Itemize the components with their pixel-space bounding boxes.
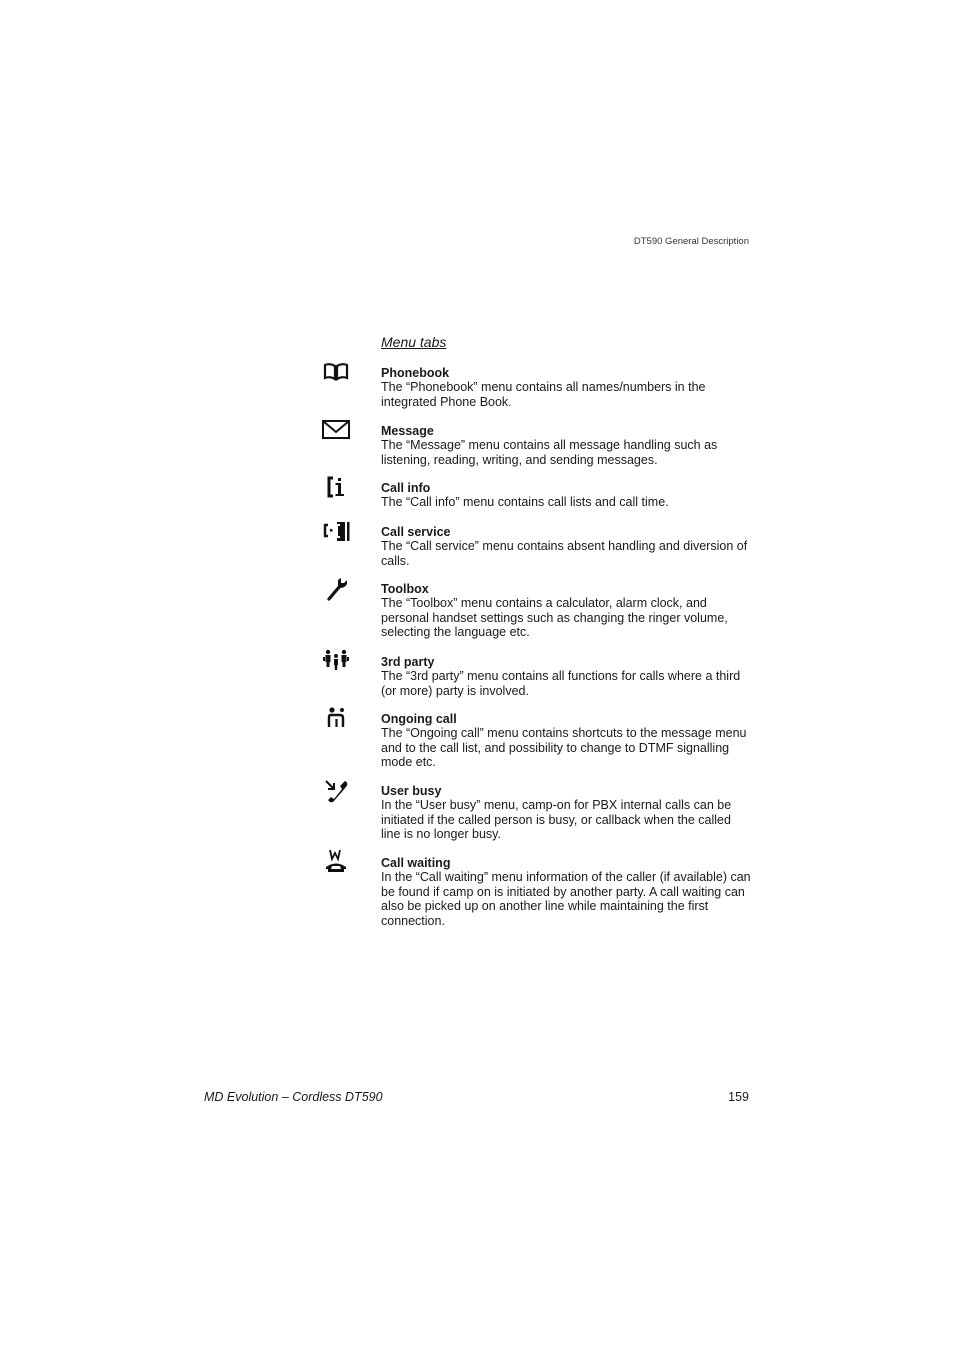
entry-description: The “Toolbox” menu contains a calculator, alarm clock, and personal handset settings such as changing the ringer volume, selecting the language etc. — [381, 596, 728, 640]
entry-description: The “Phonebook” menu contains all names/numbers in the integrated Phone Book. — [381, 380, 706, 409]
entry-name: Call service — [381, 525, 451, 539]
call-info-icon — [320, 473, 352, 503]
entry-description: The “Call info” menu contains call lists and call time. — [381, 495, 669, 509]
entry-name: Call waiting — [381, 856, 451, 870]
phonebook-icon — [320, 358, 352, 388]
entry-name: Message — [381, 424, 434, 438]
entry-name: User busy — [381, 784, 442, 798]
running-header: DT590 General Description — [633, 236, 749, 247]
call-waiting-icon — [320, 848, 352, 878]
entry-name: Call info — [381, 481, 431, 495]
entry-description: In the “Call waiting” menu information of the caller (if available) can be found if camp on is initiated by another party. A call waiting can also be picked up on another line while maintaining the first connection. — [381, 870, 751, 928]
call-service-icon — [320, 517, 352, 547]
entry-name: Ongoing call — [381, 712, 457, 726]
page-number: 159 — [728, 1090, 749, 1104]
section-title: Menu tabs — [381, 334, 447, 350]
ongoing-call-icon — [320, 704, 352, 734]
user-busy-icon — [320, 776, 352, 806]
entry-name: Phonebook — [381, 366, 450, 380]
message-icon — [320, 416, 352, 446]
entry-description: The “3rd party” menu contains all functions for calls where a third (or more) party is involved. — [381, 669, 741, 698]
wrench-icon — [320, 574, 352, 604]
entry-description: The “Message” menu contains all message handling such as listening, reading, writing, and sending messages. — [381, 438, 718, 467]
entry-name: 3rd party — [381, 655, 435, 669]
entry-description: The “Call service” menu contains absent handling and diversion of calls. — [381, 539, 748, 568]
entry-name: Toolbox — [381, 582, 429, 596]
entry-description: The “Ongoing call” menu contains shortcuts to the message menu and to the call list, and possibility to change to DTMF signalling mode etc. — [381, 726, 747, 770]
third-party-icon — [320, 647, 352, 677]
entry-description: In the “User busy” menu, camp-on for PBX internal calls can be initiated if the called person is busy, or callback when the called line is no longer busy. — [381, 798, 732, 842]
footer-document-title: MD Evolution – Cordless DT590 — [204, 1090, 383, 1104]
